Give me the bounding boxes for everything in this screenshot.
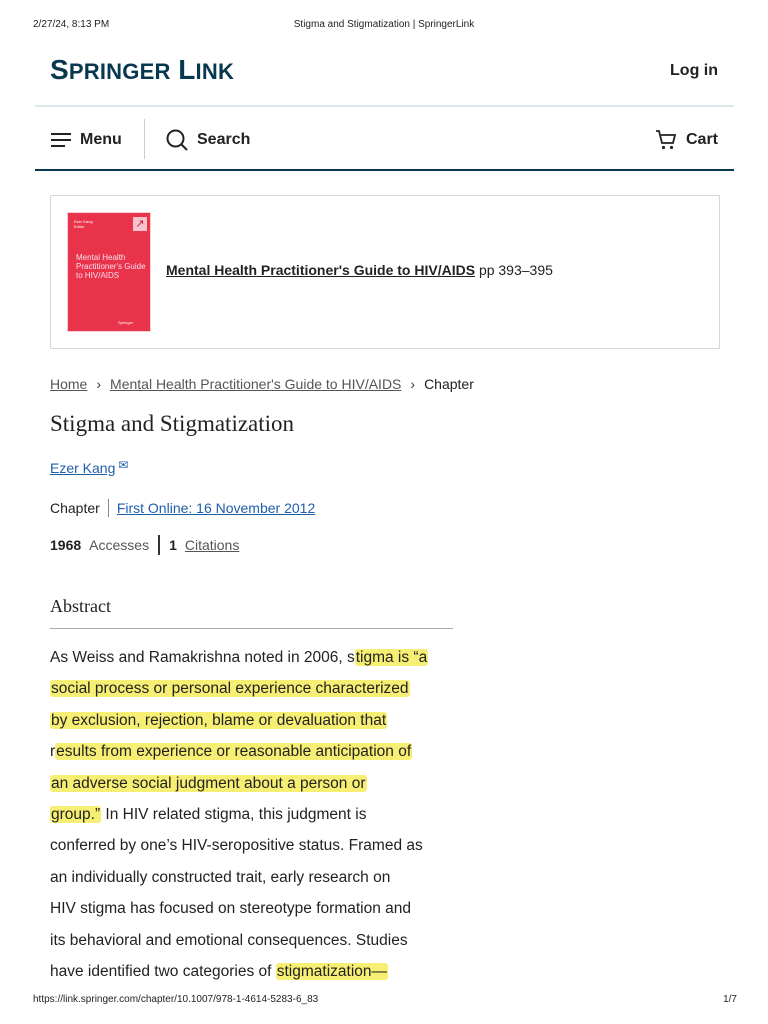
chevron-right-icon: › (96, 376, 102, 392)
breadcrumb-current: Chapter (424, 376, 474, 392)
cover-role: Editor (74, 224, 85, 229)
accesses-count: 1968 (50, 537, 82, 553)
abstract-line: As Weiss and Ramakrishna noted in 2006, stigma is “a (50, 649, 428, 666)
expand-icon[interactable]: ↗ (133, 217, 147, 231)
springer-link-logo[interactable]: SPRINGER LINK (50, 54, 235, 85)
citations-count: 1 (169, 537, 177, 553)
breadcrumb-book[interactable]: Mental Health Practitioner's Guide to HIV/AIDS (110, 376, 402, 392)
abstract-line (50, 768, 470, 799)
abstract-line (50, 673, 470, 704)
print-datetime: 2/27/24, 8:13 PM (33, 19, 110, 30)
abstract-line: results from experience or reasonable anticipation of (50, 743, 412, 761)
print-url: https://link.springer.com/chapter/10.1007/978-1-4614-5283-6_83 (33, 994, 319, 1005)
print-tab-title: Stigma and Stigmatization | SpringerLink (293, 19, 475, 30)
book-cover[interactable] (68, 213, 150, 331)
main-nav (35, 118, 734, 162)
abstract-line: group.” In HIV related stigma, this judgment is (51, 806, 367, 824)
chapter-meta (50, 499, 315, 517)
highlight: esults from experience or reasonable anticipation of (56, 743, 412, 761)
metrics (50, 535, 239, 555)
email-icon[interactable]: ✉ (118, 458, 129, 472)
abstract-divider (50, 628, 453, 629)
citations-link[interactable]: Citations (184, 537, 240, 553)
cart-button[interactable] (655, 118, 718, 162)
abstract-line: an individually constructed trait, early research on (50, 868, 391, 886)
book-info (166, 262, 553, 278)
author-line (50, 460, 128, 476)
cart-icon (655, 129, 677, 151)
cart-label: Cart (685, 131, 718, 148)
login-link[interactable]: Log in (670, 62, 718, 79)
abstract-text (50, 642, 470, 987)
cover-author: Ezer Kang (74, 219, 93, 224)
abstract-line: have identified two categories of stigmatization— (50, 963, 388, 981)
menu-icon (51, 132, 71, 148)
menu-label: Menu (80, 131, 122, 148)
search-label: Search (197, 131, 251, 148)
search-button[interactable] (166, 118, 250, 162)
abstract-line: its behavioral and emotional consequences. Studies (50, 931, 408, 949)
meta-separator (108, 499, 109, 517)
book-title-link[interactable]: Mental Health Practitioner's Guide to HIV/AIDS (166, 262, 476, 278)
book-card (50, 195, 720, 349)
print-header (0, 0, 768, 44)
abstract-line (50, 705, 470, 736)
chevron-right-icon: › (410, 376, 416, 392)
page-title: Stigma and Stigmatization (50, 411, 295, 436)
abstract-heading: Abstract (50, 596, 111, 616)
breadcrumb-home[interactable]: Home (50, 376, 88, 392)
abstract-line: HIV stigma has focused on stereotype formation and (50, 900, 412, 918)
cover-publisher: Springer (118, 320, 134, 325)
cover-title: Mental Health Practitioner's Guide to HIV/AIDS (76, 253, 146, 280)
metrics-separator (158, 535, 160, 555)
author-link[interactable]: Ezer Kang (50, 460, 116, 476)
highlight: social process or personal experience characterized (51, 680, 409, 698)
highlight: by exclusion, rejection, blame or devaluation that (51, 711, 387, 729)
print-page-number: 1/7 (723, 994, 737, 1005)
content-type: Chapter (50, 500, 100, 516)
first-online-link[interactable]: First Online: 16 November 2012 (116, 500, 316, 516)
nav-separator (144, 119, 145, 159)
highlight: stigmatization— (276, 963, 388, 981)
abstract-line: conferred by one’s HIV-seropositive status. Framed as (50, 837, 423, 855)
menu-button[interactable] (51, 118, 122, 162)
highlight: an adverse social judgment about a person or (51, 774, 366, 792)
search-icon (166, 129, 188, 151)
header-divider (35, 105, 734, 107)
accesses-label: Accesses (89, 537, 150, 553)
book-pages: pp 393–395 (478, 262, 553, 278)
breadcrumb (50, 376, 474, 392)
highlight: tigma is “a (355, 649, 428, 666)
highlight: group.” (51, 806, 101, 824)
nav-divider (35, 169, 734, 171)
